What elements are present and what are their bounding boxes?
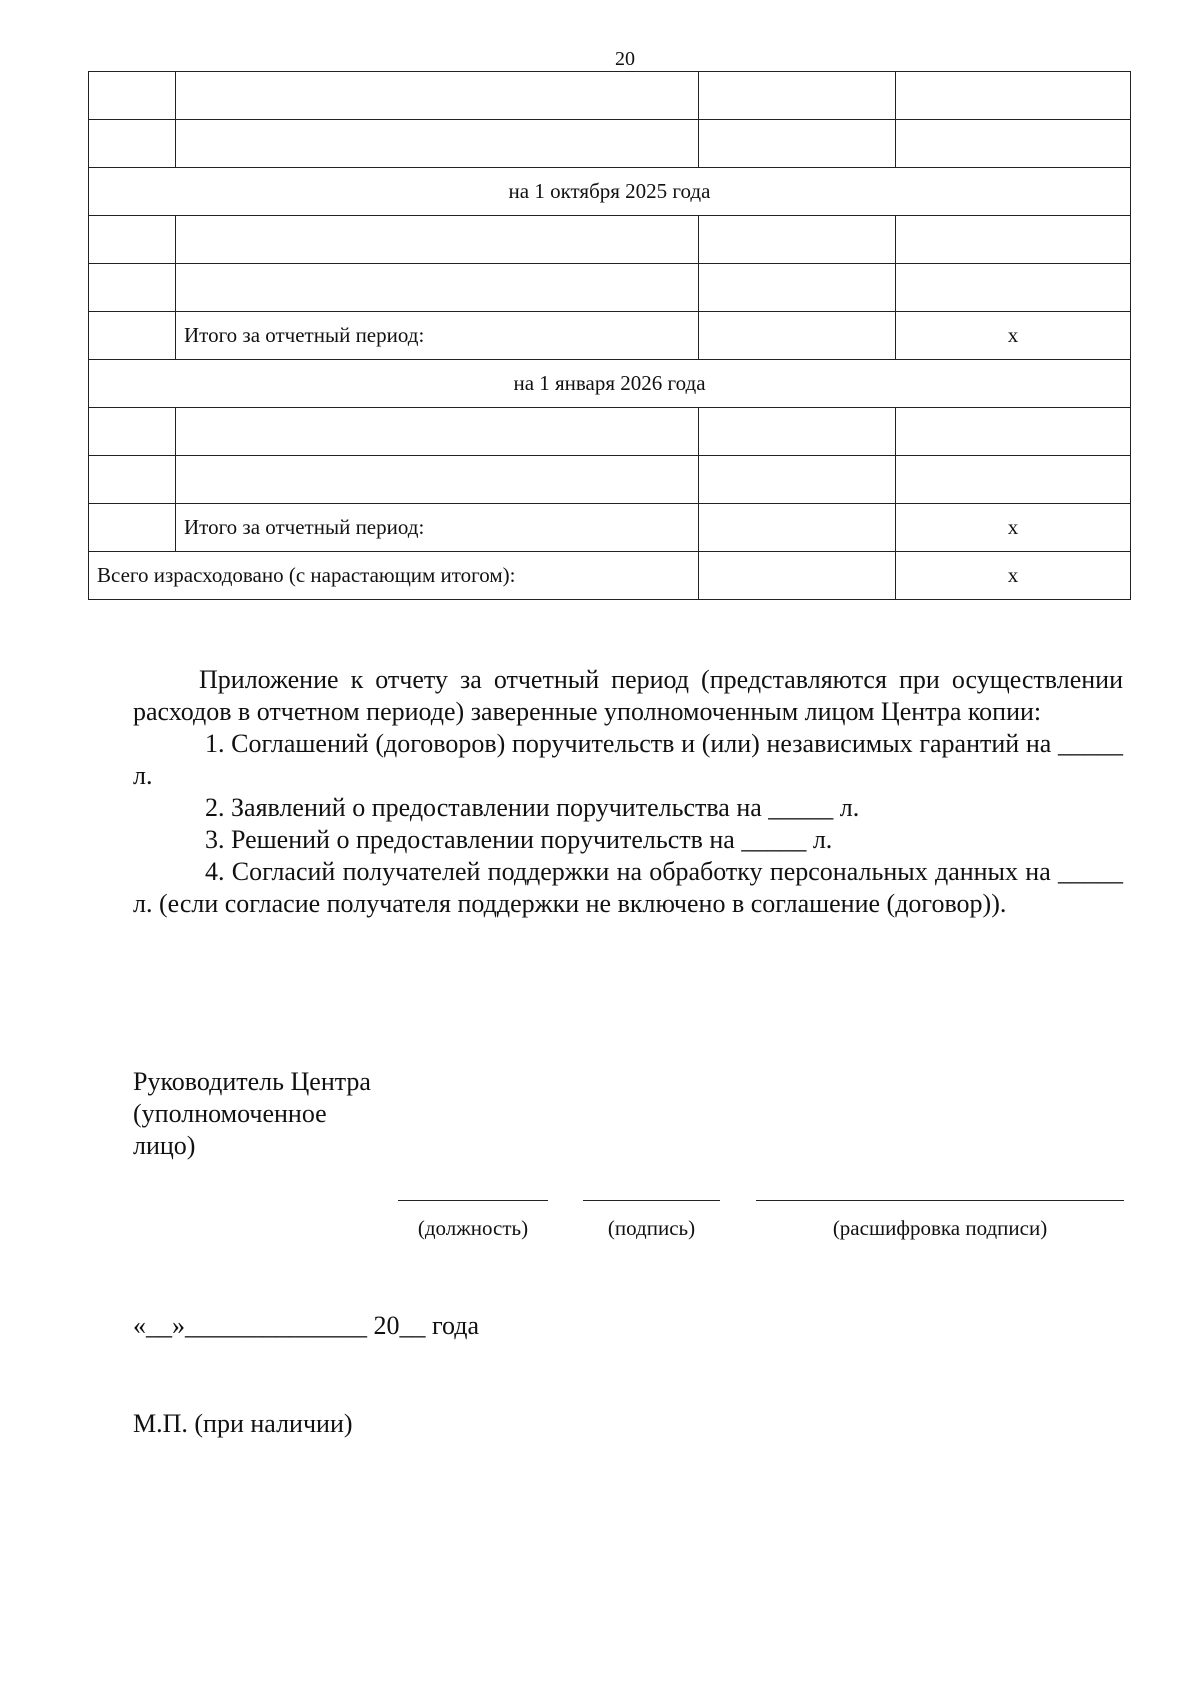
table-cell <box>176 456 699 504</box>
section-row-oct <box>89 168 1131 216</box>
appendix-section <box>133 664 1123 920</box>
table-cell <box>699 504 896 552</box>
table-cell <box>699 312 896 360</box>
table-cell <box>896 408 1131 456</box>
position-line <box>398 1200 548 1201</box>
signature-line <box>583 1200 720 1201</box>
table-cell <box>89 120 176 168</box>
appendix-intro: Приложение к отчету за отчетный период (представляются при осуществлении расходов в отчетном периоде) заверенные уполномоченным лицом Центра копии: <box>133 665 1123 726</box>
section-row-jan <box>89 360 1131 408</box>
appendix-item: 1. Соглашений (договоров) поручительств и (или) независимых гарантий на _____ л. <box>133 729 1123 790</box>
expenses-table <box>88 71 1131 600</box>
table-cell <box>699 552 896 600</box>
table-cell <box>699 216 896 264</box>
date-line: «__»______________ 20__ года <box>133 1311 480 1340</box>
table-cell <box>699 72 896 120</box>
position-caption: (должность) <box>417 1216 529 1240</box>
subtotal-row-jan <box>89 504 1131 552</box>
appendix-item: 4. Согласий получателей поддержки на обработку персональных данных на _____ л. (если согласие получателя поддержки не включено в соглашение (договор)). <box>133 857 1123 918</box>
table-cell <box>699 264 896 312</box>
signature-caption: (подпись) <box>607 1216 696 1240</box>
table-cell <box>699 120 896 168</box>
table-cell <box>176 216 699 264</box>
section-header-jan: на 1 января 2026 года <box>89 360 1131 408</box>
table-cell <box>896 216 1131 264</box>
table-row <box>89 120 1131 168</box>
table-cell <box>89 504 176 552</box>
table-row <box>89 72 1131 120</box>
table-cell <box>89 264 176 312</box>
table-cell <box>176 72 699 120</box>
table-row <box>89 408 1131 456</box>
table-cell <box>176 408 699 456</box>
subtotal-row-oct <box>89 312 1131 360</box>
table-cell <box>699 408 896 456</box>
appendix-item: 3. Решений о предоставлении поручительств на _____ л. <box>205 825 833 854</box>
table-cell <box>89 312 176 360</box>
signatory-role: Руководитель Центра (уполномоченное лицо) <box>133 1067 371 1160</box>
stamp-placeholder: М.П. (при наличии) <box>133 1409 353 1438</box>
section-header-oct: на 1 октября 2025 года <box>89 168 1131 216</box>
table-cell <box>89 408 176 456</box>
table-cell <box>89 216 176 264</box>
table-cell <box>176 120 699 168</box>
table-cell <box>699 456 896 504</box>
subtotal-label: Итого за отчетный период: <box>176 312 699 360</box>
transcript-caption: (расшифровка подписи) <box>832 1216 1048 1240</box>
table-cell <box>896 120 1131 168</box>
x-mark: x <box>896 312 1131 360</box>
table-cell <box>896 456 1131 504</box>
subtotal-label: Итого за отчетный период: <box>176 504 699 552</box>
grand-total-label: Всего израсходовано (с нарастающим итогом): <box>89 552 699 600</box>
table-row <box>89 264 1131 312</box>
table-cell <box>89 72 176 120</box>
table-row <box>89 216 1131 264</box>
table-row <box>89 456 1131 504</box>
page-number: 20 <box>615 48 635 70</box>
transcript-line <box>756 1200 1124 1201</box>
table-cell <box>176 264 699 312</box>
x-mark: x <box>896 552 1131 600</box>
appendix-item: 2. Заявлений о предоставлении поручительства на _____ л. <box>205 793 860 822</box>
table-cell <box>896 72 1131 120</box>
table-cell <box>896 264 1131 312</box>
table-cell <box>89 456 176 504</box>
grand-total-row <box>89 552 1131 600</box>
x-mark: x <box>896 504 1131 552</box>
